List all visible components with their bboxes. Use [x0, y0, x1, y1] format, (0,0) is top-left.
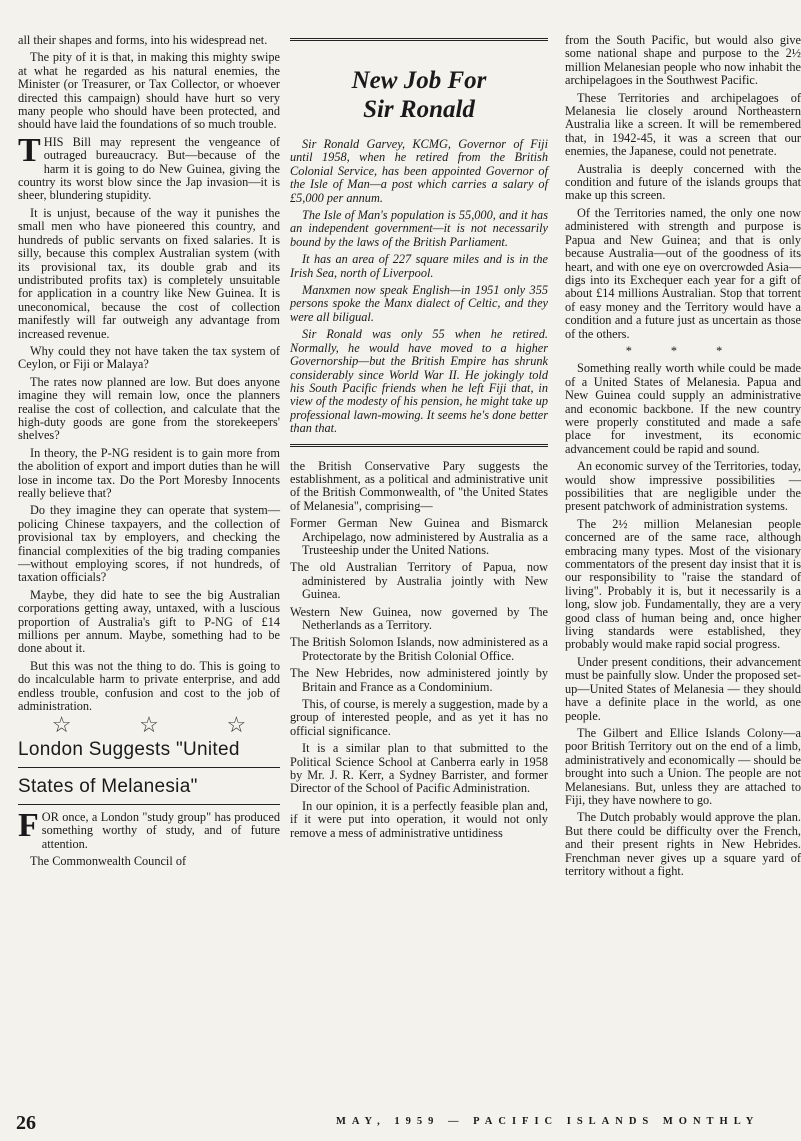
asterisk-divider: * * *	[625, 343, 741, 358]
paragraph: In theory, the P-NG resident is to gain more from the abolition of export and import duties than he will lose in income tax. Do the Port Moresby Innocents really believe that?	[18, 445, 280, 500]
star-divider	[18, 711, 280, 737]
paragraph: all their shapes and forms, into his widespread net.	[18, 33, 268, 47]
paragraph: An economic survey of the Territories, today, would show impressive possibilities — possibilities that are negligible under the present patchwork of administration systems.	[565, 459, 801, 514]
list-item: The British Solomon Islands, now administered as a Protectorate by the British Colonial Office.	[290, 635, 548, 663]
box-rule-bottom	[290, 444, 548, 450]
paragraph: These Territories and archipelagoes of Melanesia lie closely around Northeastern Australia like a screen. It will be remembered that, in 1942-45, it was a screen that our enemies, the Japanese, could not penetrate.	[565, 90, 801, 159]
drop-cap: T	[18, 131, 41, 169]
boxed-article-title	[290, 66, 548, 124]
box-rule-top	[290, 38, 548, 44]
section-heading-line1: London Suggests "United	[18, 738, 240, 760]
paragraph: In our opinion, it is a perfectly feasible plan and, if it were put into operation, it would not only remove a mess of administrative untidiness	[290, 798, 548, 840]
paragraph: Manxmen now speak English—in 1951 only 355 persons spoke the Manx dialect of Celtic, and they were all biligual.	[290, 283, 548, 324]
paragraph-text: OR once, a London "study group" has produced something worthy of study, and of future attention.	[41, 809, 280, 851]
paragraph: It is unjust, because of the way it punishes the small men who have pioneered this country, and hundreds of public servants on fixed salaries. It is silly, because this complex Australian system (with its provisional tax, its double grab and its undistributed profits tax) is completely unsuitable for application in a country like New Guinea. It is uneconomical, because the cost of collection manifestly will far outweigh any advantage from increased revenue.	[18, 205, 280, 341]
column-right	[565, 34, 801, 882]
paragraph: The pity of it is that, in making this mighty swipe at what he regarded as his natural enemies, the Minister (or Treasurer, or Tax Collector, or whoever directed this campaign) should have hurt so very many people who should have been protected, and should have laid the foundations of so much trouble.	[18, 50, 280, 132]
list-item: The old Australian Territory of Papua, now administered by Australia jointly with New Guinea.	[290, 560, 548, 602]
column-left	[18, 34, 280, 873]
paragraph: But this was not the thing to do. This is going to do incalculable harm to private enterprise, and add endless trouble, confusion and cost to the job of administration.	[18, 658, 280, 714]
boxed-article-body	[290, 138, 548, 436]
section-heading-line2: States of Melanesia"	[18, 775, 198, 797]
page-number: 26	[16, 1112, 36, 1134]
paragraph: Do they imagine they can operate that system—policing Chinese taxpayers, and the collection of provisional tax by employers, and checking the financial complexities of the big trading companies—without employing scores, if not hundreds, of taxation officials?	[18, 503, 280, 585]
paragraph: It is a similar plan to that submitted to the Political Science School at Canberra early in 1958 by Mr. J. R. Kerr, a Sydney Barrister, and former Director of the School of Pacific Administration.	[290, 741, 548, 796]
list-item: The New Hebrides, now administered jointly by Britain and France as a Condominium.	[290, 666, 548, 694]
territory-list	[290, 517, 548, 694]
paragraph	[18, 131, 280, 203]
star-icon: ☆	[139, 711, 159, 737]
paragraph: Under present conditions, their advancement must be painfully slow. Under the proposed set-up—United States of Melanesia — they should have a definite place in the world, as one people.	[565, 654, 801, 723]
paragraph: The Dutch probably would approve the plan. But there could be difficulty over the French, and their present rights in New Hebrides. Frenchman never gives up a square yard of territory without a fight.	[565, 810, 801, 878]
paragraph: The Gilbert and Ellice Islands Colony—a poor British Territory out on the end of a limb, administratively and economically — should be brought into such a Union. The people are not Melanesians. But, unless they are attached to Fiji, they have nowhere to go.	[565, 725, 801, 807]
column-middle	[290, 34, 548, 844]
star-icon: ☆	[226, 711, 247, 737]
title-line: Sir Ronald	[363, 96, 475, 123]
paragraph: Australia is deeply concerned with the condition and future of the islands groups that make up this screen.	[565, 161, 801, 203]
paragraph: The rates now planned are low. But does anyone imagine they will remain low, once the planners realise the cost of collection, and calculate that the high-duty goods are gone from the storekeepers' shelves?	[18, 374, 280, 443]
paragraph: Sir Ronald Garvey, KCMG, Governor of Fiji until 1958, when he retired from the British Colonial Service, has been appointed Governor of the Isle of Man—a post which carries a salary of £5,000 per annum.	[290, 137, 548, 205]
paragraph: The Commonwealth Council of	[30, 854, 187, 869]
paragraph: Why could they not have taken the tax system of Ceylon, or Fiji or Malaya?	[18, 343, 280, 372]
paragraph: Something really worth while could be made of a United States of Melanesia. Papua and New Guinea could supply an administrative and economic backbone. If the new country were properly constituted and made a safe place for investment, its economic advancement could be rapid and sound.	[565, 361, 801, 456]
paragraph: Of the Territories named, the only one now administered with strength and purpose is Papua and New Guinea; and that is only because Australia—out of the goodness of its heart, and with one eye on overcrowded Asia—digs into its Exchequer each year for a gift of about £14 millions Australian. Stop that torrent of easy money and the Territory would have a condition and a future just as uncertain as those of the others.	[565, 205, 801, 341]
paragraph: the British Conservative Pary suggests the establishment, as a political and administrative unit of the British Commonwealth, of "the United States of Melanesia", comprising—	[290, 458, 548, 513]
list-item: Western New Guinea, now governed by The Netherlands as a Territory.	[290, 604, 548, 632]
heading-rule	[18, 767, 280, 768]
paragraph: Sir Ronald was only 55 when he retired. Normally, he would have moved to a higher Governorship—but the British Empire has shrunk considerably since World War II. He jokingly told his South Pacific friends when he left Fiji that, in view of the modesty of his pension, he might take up professional lawn-mowing. It seems he's done better than that.	[290, 327, 548, 436]
paragraph: This, of course, is merely a suggestion, made by a group of interested people, and as yet it has no official significance.	[290, 697, 548, 738]
paragraph: from the South Pacific, but would also give some national shape and purpose to the 2½ million Melanesian people who now inhabit the archipelagoes in the Southwest Pacific.	[565, 34, 801, 88]
paragraph: Maybe, they did hate to see the big Australian corporations getting away, untaxed, with a luscious proportion of Australia's gift to P-NG of £14 millions per annum. Maybe, something had to be done about it.	[18, 587, 280, 656]
paragraph: The Isle of Man's population is 55,000, and it has an independent government—it is not necessarily bound by the laws of the British Parliament.	[290, 208, 548, 249]
list-item: Former German New Guinea and Bismarck Archipelago, now administered by Australia as a Trusteeship under the United Nations.	[290, 516, 548, 557]
paragraph	[18, 806, 280, 851]
paragraph-text: HIS Bill may represent the vengeance of outraged bureaucracy. But—because of the harm it is going to do New Guinea, giving the country its worst blow since the Jap invasion—it is sheer, blundering stupidity.	[18, 134, 280, 203]
running-footer: MAY, 1959 — PACIFIC ISLANDS MONTHLY	[336, 1116, 760, 1127]
star-icon: ☆	[51, 711, 72, 737]
title-line: New Job For	[351, 67, 487, 94]
drop-cap: F	[18, 806, 39, 844]
paragraph: It has an area of 227 square miles and is in the Irish Sea, north of Liverpool.	[290, 252, 548, 280]
heading-rule	[18, 804, 280, 805]
paragraph: The 2½ million Melanesian people concerned are of the same race, although embracing many types. Most of the visionary commentators of the present day insist that it is our responsibility to "raise the standard of living". Probably it is, but it necessarily is a long, slow job. Fundamentally, they are a very good class of human being and, once higher living standards were established, they probably would make rapid social progress.	[565, 516, 801, 652]
